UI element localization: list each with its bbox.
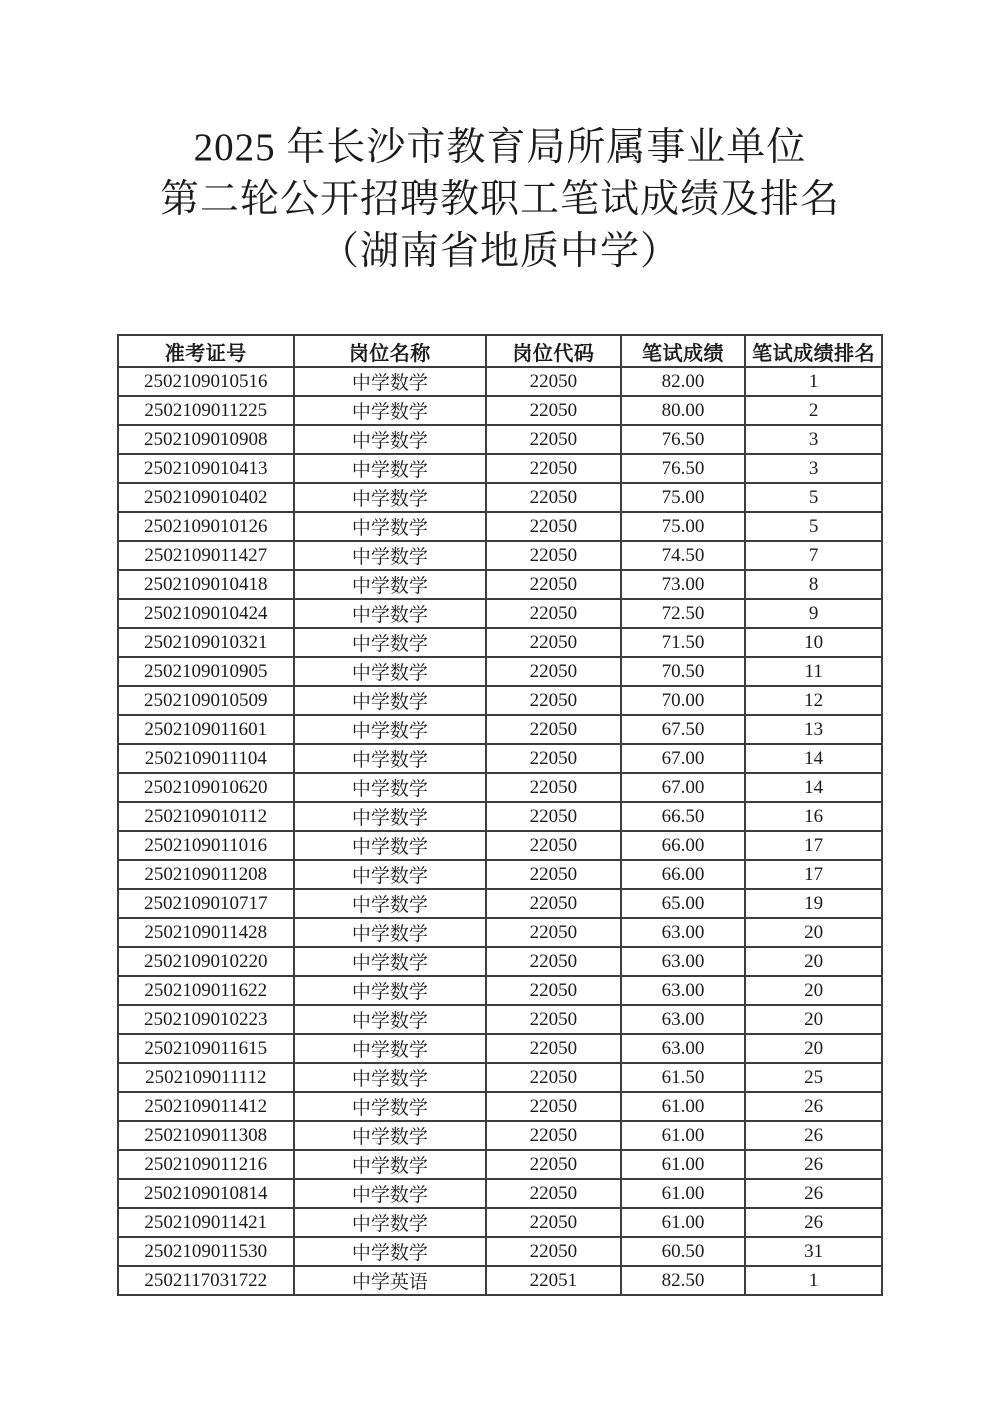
cell-score: 70.00	[621, 686, 746, 715]
cell-score: 82.00	[621, 367, 746, 396]
table-row	[118, 570, 882, 599]
table-row	[118, 599, 882, 628]
header-exam-id: 准考证号	[118, 335, 294, 367]
cell-rank: 12	[745, 686, 882, 715]
cell-position-name: 中学数学	[294, 976, 487, 1005]
table-row	[118, 1208, 882, 1237]
table-row	[118, 483, 882, 512]
cell-rank: 20	[745, 976, 882, 1005]
cell-score: 82.50	[621, 1266, 746, 1295]
cell-position-code: 22050	[486, 918, 621, 947]
cell-position-name: 中学数学	[294, 715, 487, 744]
cell-exam-id: 2502109011530	[118, 1237, 294, 1266]
cell-rank: 26	[745, 1179, 882, 1208]
cell-position-code: 22050	[486, 628, 621, 657]
cell-score: 66.00	[621, 860, 746, 889]
cell-rank: 14	[745, 744, 882, 773]
cell-score: 66.50	[621, 802, 746, 831]
table-row	[118, 1092, 882, 1121]
cell-rank: 20	[745, 1034, 882, 1063]
title-line-2: 第二轮公开招聘教职工笔试成绩及排名	[159, 178, 840, 221]
cell-position-name: 中学数学	[294, 889, 487, 918]
cell-position-code: 22050	[486, 1237, 621, 1266]
cell-exam-id: 2502109010220	[118, 947, 294, 976]
cell-exam-id: 2502109011216	[118, 1150, 294, 1179]
table-row	[118, 1063, 882, 1092]
cell-exam-id: 2502109011104	[118, 744, 294, 773]
cell-position-code: 22050	[486, 1005, 621, 1034]
table-row	[118, 1121, 882, 1150]
cell-rank: 20	[745, 947, 882, 976]
cell-position-code: 22050	[486, 1150, 621, 1179]
cell-rank: 16	[745, 802, 882, 831]
header-position-code: 岗位代码	[486, 335, 621, 367]
cell-exam-id: 2502109010516	[118, 367, 294, 396]
cell-score: 76.50	[621, 425, 746, 454]
cell-score: 63.00	[621, 947, 746, 976]
cell-exam-id: 2502109010717	[118, 889, 294, 918]
cell-exam-id: 2502109011016	[118, 831, 294, 860]
table-row	[118, 396, 882, 425]
cell-position-name: 中学数学	[294, 773, 487, 802]
cell-exam-id: 2502109010424	[118, 599, 294, 628]
cell-score: 73.00	[621, 570, 746, 599]
cell-position-name: 中学数学	[294, 1034, 487, 1063]
cell-position-code: 22050	[486, 802, 621, 831]
cell-position-code: 22050	[486, 396, 621, 425]
cell-score: 67.00	[621, 773, 746, 802]
cell-score: 63.00	[621, 1005, 746, 1034]
cell-position-code: 22050	[486, 686, 621, 715]
cell-position-name: 中学数学	[294, 802, 487, 831]
cell-position-name: 中学数学	[294, 744, 487, 773]
cell-exam-id: 2502109010112	[118, 802, 294, 831]
table-row	[118, 1179, 882, 1208]
cell-score: 63.00	[621, 1034, 746, 1063]
table-row	[118, 686, 882, 715]
cell-position-code: 22050	[486, 744, 621, 773]
table-row	[118, 657, 882, 686]
header-position-name: 岗位名称	[294, 335, 487, 367]
cell-score: 67.50	[621, 715, 746, 744]
cell-exam-id: 2502109011615	[118, 1034, 294, 1063]
cell-position-code: 22050	[486, 1179, 621, 1208]
cell-position-code: 22050	[486, 1063, 621, 1092]
cell-score: 63.00	[621, 976, 746, 1005]
table-row	[118, 831, 882, 860]
cell-exam-id: 2502109010905	[118, 657, 294, 686]
cell-position-name: 中学数学	[294, 454, 487, 483]
cell-score: 63.00	[621, 918, 746, 947]
cell-rank: 19	[745, 889, 882, 918]
cell-position-code: 22050	[486, 1121, 621, 1150]
cell-position-name: 中学数学	[294, 1237, 487, 1266]
cell-rank: 5	[745, 483, 882, 512]
cell-position-code: 22050	[486, 1092, 621, 1121]
table-row	[118, 425, 882, 454]
cell-position-code: 22050	[486, 1034, 621, 1063]
table-row	[118, 512, 882, 541]
cell-score: 66.00	[621, 831, 746, 860]
table-row	[118, 454, 882, 483]
cell-rank: 13	[745, 715, 882, 744]
cell-exam-id: 2502109010908	[118, 425, 294, 454]
cell-exam-id: 2502109011428	[118, 918, 294, 947]
cell-score: 75.00	[621, 483, 746, 512]
cell-rank: 14	[745, 773, 882, 802]
cell-rank: 1	[745, 1266, 882, 1295]
cell-score: 61.00	[621, 1121, 746, 1150]
cell-rank: 9	[745, 599, 882, 628]
cell-exam-id: 2502109010402	[118, 483, 294, 512]
table-body	[118, 367, 882, 1295]
cell-rank: 10	[745, 628, 882, 657]
cell-rank: 20	[745, 918, 882, 947]
cell-rank: 5	[745, 512, 882, 541]
cell-position-code: 22050	[486, 570, 621, 599]
cell-rank: 2	[745, 396, 882, 425]
cell-position-code: 22050	[486, 773, 621, 802]
cell-score: 71.50	[621, 628, 746, 657]
table-row	[118, 947, 882, 976]
table-header-row	[118, 335, 882, 367]
cell-position-name: 中学数学	[294, 1150, 487, 1179]
cell-rank: 11	[745, 657, 882, 686]
cell-score: 60.50	[621, 1237, 746, 1266]
cell-position-name: 中学数学	[294, 1063, 487, 1092]
cell-score: 80.00	[621, 396, 746, 425]
cell-position-code: 22050	[486, 976, 621, 1005]
cell-score: 61.00	[621, 1179, 746, 1208]
cell-position-name: 中学数学	[294, 686, 487, 715]
cell-exam-id: 2502109011308	[118, 1121, 294, 1150]
header-rank: 笔试成绩排名	[745, 335, 882, 367]
cell-exam-id: 2502109010321	[118, 628, 294, 657]
cell-position-name: 中学数学	[294, 1005, 487, 1034]
cell-exam-id: 2502109011601	[118, 715, 294, 744]
cell-score: 61.00	[621, 1208, 746, 1237]
cell-position-code: 22050	[486, 454, 621, 483]
table-row	[118, 976, 882, 1005]
cell-position-code: 22050	[486, 860, 621, 889]
table-row	[118, 802, 882, 831]
table-row	[118, 1266, 882, 1295]
cell-rank: 17	[745, 831, 882, 860]
cell-score: 75.00	[621, 512, 746, 541]
cell-exam-id: 2502109010126	[118, 512, 294, 541]
cell-position-name: 中学数学	[294, 1208, 487, 1237]
cell-position-name: 中学数学	[294, 628, 487, 657]
cell-exam-id: 2502109010620	[118, 773, 294, 802]
cell-position-name: 中学数学	[294, 483, 487, 512]
table-row	[118, 918, 882, 947]
cell-position-code: 22050	[486, 831, 621, 860]
cell-position-name: 中学数学	[294, 831, 487, 860]
cell-position-name: 中学数学	[294, 541, 487, 570]
header-score: 笔试成绩	[621, 335, 746, 367]
cell-position-code: 22050	[486, 599, 621, 628]
cell-rank: 26	[745, 1150, 882, 1179]
cell-exam-id: 2502109010509	[118, 686, 294, 715]
cell-exam-id: 2502117031722	[118, 1266, 294, 1295]
cell-rank: 1	[745, 367, 882, 396]
cell-score: 61.00	[621, 1150, 746, 1179]
cell-rank: 26	[745, 1208, 882, 1237]
cell-position-name: 中学数学	[294, 1121, 487, 1150]
cell-position-name: 中学数学	[294, 918, 487, 947]
cell-position-name: 中学数学	[294, 512, 487, 541]
cell-rank: 3	[745, 425, 882, 454]
table-row	[118, 860, 882, 889]
cell-rank: 7	[745, 541, 882, 570]
cell-position-code: 22050	[486, 425, 621, 454]
cell-position-code: 22050	[486, 1208, 621, 1237]
table-row	[118, 367, 882, 396]
cell-exam-id: 2502109011427	[118, 541, 294, 570]
cell-rank: 31	[745, 1237, 882, 1266]
cell-position-name: 中学数学	[294, 425, 487, 454]
cell-exam-id: 2502109010418	[118, 570, 294, 599]
table-row	[118, 744, 882, 773]
cell-position-code: 22050	[486, 483, 621, 512]
cell-rank: 20	[745, 1005, 882, 1034]
table-row	[118, 1237, 882, 1266]
title-line-1: 2025 年长沙市教育局所属事业单位	[193, 126, 807, 169]
cell-score: 61.00	[621, 1092, 746, 1121]
cell-exam-id: 2502109010413	[118, 454, 294, 483]
cell-position-name: 中学数学	[294, 947, 487, 976]
cell-exam-id: 2502109010223	[118, 1005, 294, 1034]
cell-position-name: 中学数学	[294, 657, 487, 686]
cell-exam-id: 2502109011225	[118, 396, 294, 425]
cell-exam-id: 2502109010814	[118, 1179, 294, 1208]
table-row	[118, 715, 882, 744]
cell-score: 70.50	[621, 657, 746, 686]
cell-score: 67.00	[621, 744, 746, 773]
title-line-3: （湖南省地质中学）	[319, 230, 680, 273]
cell-position-name: 中学数学	[294, 860, 487, 889]
table-row	[118, 1005, 882, 1034]
cell-exam-id: 2502109011622	[118, 976, 294, 1005]
cell-score: 76.50	[621, 454, 746, 483]
cell-score: 61.50	[621, 1063, 746, 1092]
cell-position-name: 中学数学	[294, 1092, 487, 1121]
cell-position-code: 22050	[486, 715, 621, 744]
cell-rank: 25	[745, 1063, 882, 1092]
cell-rank: 3	[745, 454, 882, 483]
cell-position-code: 22050	[486, 947, 621, 976]
cell-rank: 26	[745, 1092, 882, 1121]
cell-rank: 17	[745, 860, 882, 889]
cell-position-code: 22050	[486, 367, 621, 396]
table-row	[118, 628, 882, 657]
table-row	[118, 889, 882, 918]
cell-score: 65.00	[621, 889, 746, 918]
score-table	[117, 334, 883, 1296]
cell-rank: 8	[745, 570, 882, 599]
cell-score: 72.50	[621, 599, 746, 628]
cell-position-name: 中学数学	[294, 570, 487, 599]
table-row	[118, 773, 882, 802]
cell-rank: 26	[745, 1121, 882, 1150]
cell-position-name: 中学数学	[294, 367, 487, 396]
cell-exam-id: 2502109011208	[118, 860, 294, 889]
cell-position-code: 22050	[486, 889, 621, 918]
cell-exam-id: 2502109011412	[118, 1092, 294, 1121]
cell-position-code: 22050	[486, 541, 621, 570]
document-title	[0, 0, 1000, 278]
cell-exam-id: 2502109011421	[118, 1208, 294, 1237]
cell-position-code: 22050	[486, 657, 621, 686]
cell-position-code: 22051	[486, 1266, 621, 1295]
table-row	[118, 1034, 882, 1063]
cell-position-name: 中学数学	[294, 396, 487, 425]
cell-position-name: 中学英语	[294, 1266, 487, 1295]
table-row	[118, 541, 882, 570]
cell-exam-id: 2502109011112	[118, 1063, 294, 1092]
cell-position-code: 22050	[486, 512, 621, 541]
cell-position-name: 中学数学	[294, 599, 487, 628]
cell-score: 74.50	[621, 541, 746, 570]
cell-position-name: 中学数学	[294, 1179, 487, 1208]
table-row	[118, 1150, 882, 1179]
